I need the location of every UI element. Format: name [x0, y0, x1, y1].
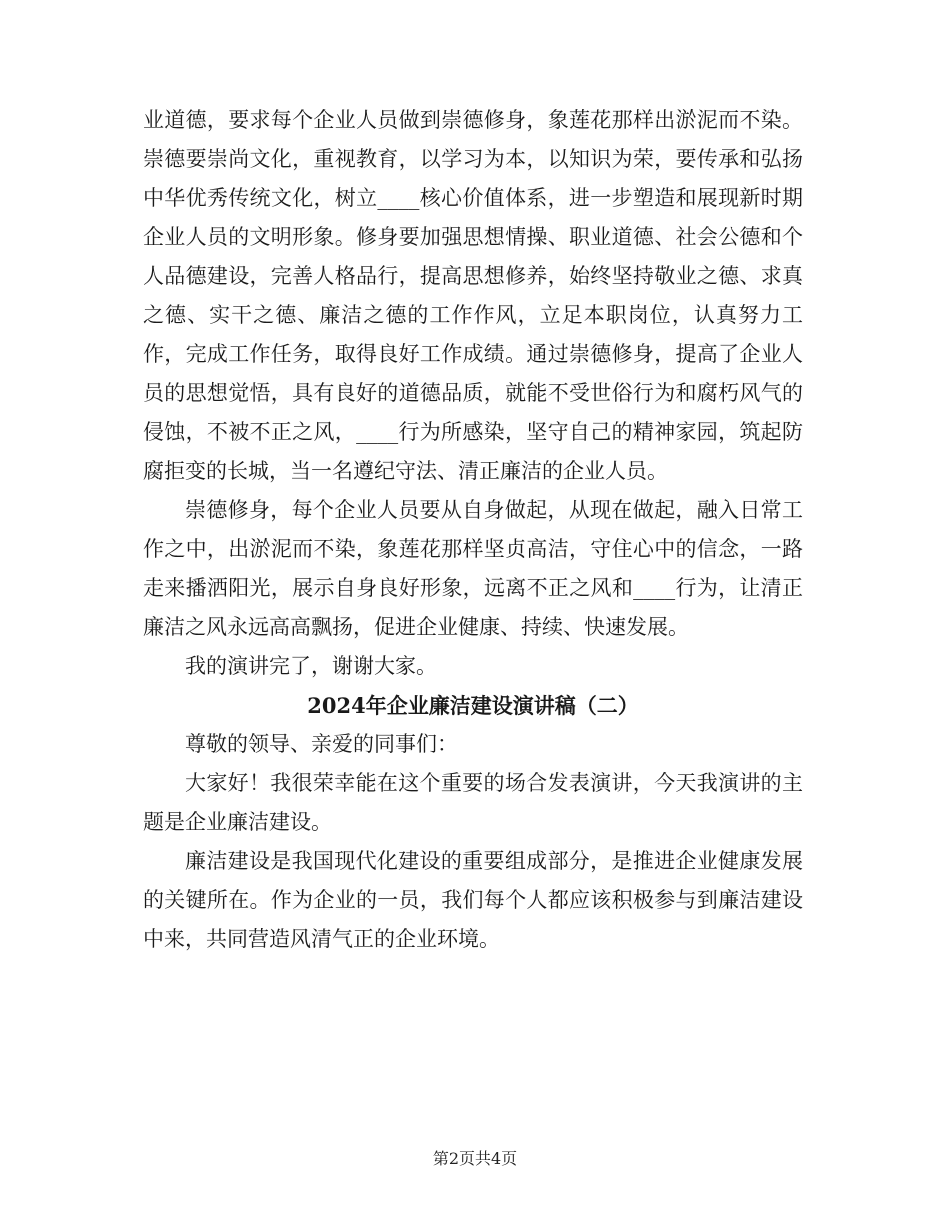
page-number: 第2页共4页: [432, 1149, 518, 1168]
paragraph-continuation: 业道德，要求每个企业人员做到崇德修身，象莲花那样出淤泥而不染。崇德要崇尚文化，重视教育，以学习为本，以知识为荣，要传承和弘扬中华优秀传统文化，树立____核心价值体系，进一步塑造和展现新时期企业人员的文明形象。修身要加强思想情操、职业道德、社会公德和个人品德建设，完善人格品行，提高思想修养，始终坚持敬业之德、求真之德、实干之德、廉洁之德的工作作风，立足本职岗位，认真努力工作，完成工作任务，取得良好工作成绩。通过崇德修身，提高了企业人员的思想觉悟，具有良好的道德品质，就能不受世俗行为和腐朽风气的侵蚀，不被不正之风，____行为所感染，坚守自己的精神家园，筑起防腐拒变的长城，当一名遵纪守法、清正廉洁的企业人员。: [143, 108, 803, 483]
paragraph-conclusion: 崇德修身，每个企业人员要从自身做起，从现在做起，融入日常工作之中，出淤泥而不染，象莲花那样坚贞高洁，守住心中的信念，一路走来播洒阳光，展示自身良好形象，远离不正之风和____行为，让清正廉洁之风永远高高飘扬，促进企业健康、持续、快速发展。: [143, 498, 803, 639]
paragraph-intro: 廉洁建设是我国现代化建设的重要组成部分，是推进企业健康发展的关键所在。作为企业的一员，我们每个人都应该积极参与到廉洁建设中来，共同营造风清气正的企业环境。: [143, 849, 803, 951]
paragraph-greeting: 大家好！我很荣幸能在这个重要的场合发表演讲，今天我演讲的主题是企业廉洁建设。: [143, 771, 803, 834]
paragraph-salutation: 尊敬的领导、亲爱的同事们：: [185, 732, 458, 756]
section-heading: 2024年企业廉洁建设演讲稿（二）: [307, 693, 639, 718]
paragraph-closing: 我的演讲完了，谢谢大家。: [185, 654, 437, 678]
document-body: [143, 101, 803, 959]
